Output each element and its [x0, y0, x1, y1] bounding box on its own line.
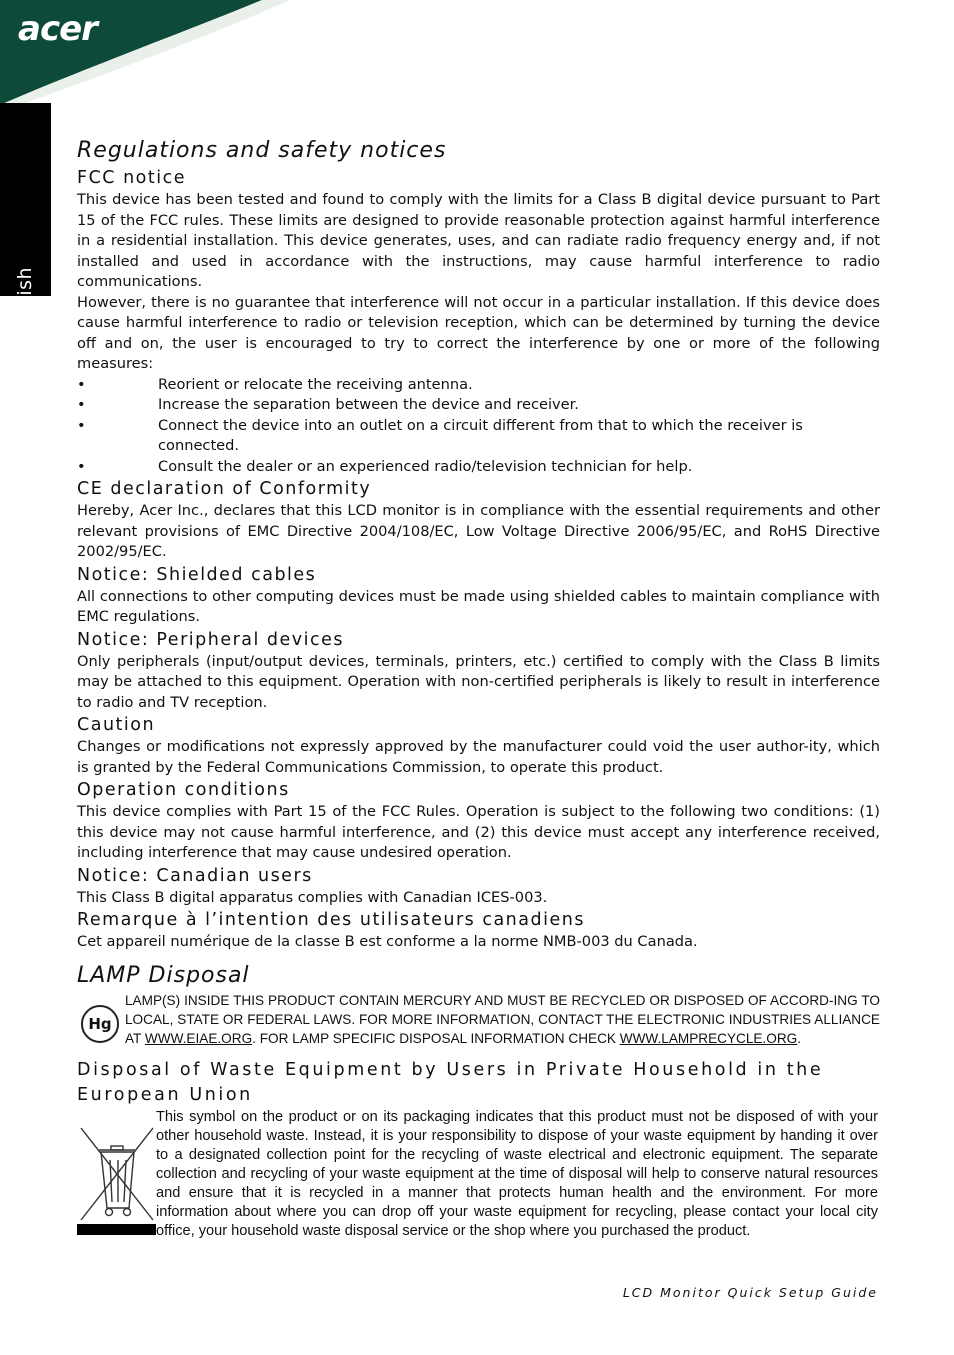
fcc-paragraph-1: This device has been tested and found to comply with the limits for a Class B digital device pursuant to Part 15 of the FCC rules. These limits are designed to provide reasonable protection against harmful interference in a residential installation. This device generates, uses, and can radiate radio frequency energy and, if not installed and used in accordance with the instructions, may cause harmful interference to radio communications.: [77, 191, 880, 290]
lamp-disposal-text: LAMP(S) INSIDE THIS PRODUCT CONTAIN MERCURY AND MUST BE RECYCLED OR DISPOSED OF ACCORD-ING TO LOCAL, STATE OR FEDERAL LAWS. FOR MORE INFORMATION, CONTACT THE ELECTRONIC INDUSTRIES ALLIANCE AT WWW.EIAE.ORG. FOR LAMP SPECIFIC DISPOSAL INFORMATION CHECK WWW.LAMPRECYCLE.ORG.: [125, 992, 880, 1046]
canadian-users-paragraph: This Class B digital apparatus complies with Canadian ICES-003.: [77, 888, 548, 906]
fcc-heading: FCC notice: [77, 168, 186, 188]
lamp-disposal-title: LAMP Disposal: [77, 962, 250, 988]
list-item: • Consult the dealer or an experienced radio/television technician for help.: [77, 457, 693, 475]
weee-paragraph: This symbol on the product or on its packaging indicates that this product must not be disposed of with your other household waste. Instead, it is your responsibility to dispose of your waste equipment by handing it over to a designated collection point for the recycling of waste electrical and electronic equipment. The separate collection and recycling of your waste equipment at the time of disposal will help to conserve natural resources and ensure that it is recycled in a manner that protects human health and the environment. For more information about where you can drop off your waste equipment for recycling, please contact your local city office, your household waste disposal service or the shop where you purchased the product.: [156, 1109, 878, 1240]
lamprecycle-link[interactable]: WWW.LAMPRECYCLE.ORG: [619, 1030, 798, 1046]
document-body: [77, 136, 880, 1241]
ce-heading: CE declaration of Conformity: [77, 479, 372, 499]
language-tab: [0, 103, 51, 340]
list-item: • Reorient or relocate the receiving antenna.: [77, 375, 473, 393]
weee-notice: [77, 1108, 880, 1241]
header-band: [0, 0, 954, 105]
operation-conditions-heading: Operation conditions: [77, 780, 290, 800]
remarque-paragraph: Cet appareil numérique de la classe B est conforme a la norme NMB-003 du Canada.: [77, 933, 698, 950]
list-item: • Connect the device into an outlet on a circuit different from that to which the receiver is connected.: [77, 416, 803, 454]
peripheral-devices-paragraph: Only peripherals (input/output devices, terminals, printers, etc.) certified to comply with the Class B limits may be attached to this equipment. Operation with non-certified peripherals is likely to result in interference to radio and TV reception.: [77, 652, 880, 711]
peripheral-devices-heading: Notice: Peripheral devices: [77, 629, 345, 650]
canadian-users-heading: Notice: Canadian users: [77, 865, 313, 886]
crossed-out-wheelie-bin-icon: [77, 1120, 156, 1235]
ce-paragraph: Hereby, Acer Inc., declares that this LCD monitor is in compliance with the essential requirements and other relevant provisions of EMC Directive 2004/108/EC, Low Voltage Directive 2006/95/EC, and RoHS Directive 2002/95/EC.: [77, 502, 880, 560]
language-label: English: [14, 266, 36, 340]
caution-paragraph: Changes or modifications not expressly approved by the manufacturer could void the user author-ity, which is granted by the Federal Communications Commission, to operate this product.: [77, 738, 880, 776]
fcc-measures-list: [77, 375, 880, 478]
operation-conditions-paragraph: This device complies with Part 15 of the FCC Rules. Operation is subject to the following two conditions: (1) this device may not cause harmful interference, and (2) this device must accept any interference received, including interference that may cause undesired operation.: [77, 803, 880, 861]
shielded-cables-heading: Notice: Shielded cables: [77, 564, 317, 585]
weee-heading: Disposal of Waste Equipment by Users in Private Household in the European Union: [77, 1060, 824, 1106]
fcc-paragraph-2: However, there is no guarantee that interference will not occur in a particular installation. If this device does cause harmful interference to radio or television reception, which can be determined by turning the device off and on, the user is encouraged to try to correct the interference by one or more of the following measures:: [77, 293, 880, 372]
mercury-hg-icon: Hg: [81, 1005, 119, 1043]
list-item: • Increase the separation between the device and receiver.: [77, 396, 579, 413]
shielded-cables-paragraph: All connections to other computing devices must be made using shielded cables to maintain compliance with EMC regulations.: [77, 587, 880, 625]
caution-heading: Caution: [77, 715, 156, 735]
acer-logo: acer: [18, 9, 97, 49]
lamp-disposal-notice: [77, 991, 880, 1049]
remarque-heading: Remarque à l’intention des utilisateurs canadiens: [77, 910, 585, 930]
footer-guide-title: LCD Monitor Quick Setup Guide: [622, 1285, 878, 1300]
eiae-link[interactable]: WWW.EIAE.ORG: [144, 1030, 253, 1046]
page-title: Regulations and safety notices: [77, 138, 447, 163]
